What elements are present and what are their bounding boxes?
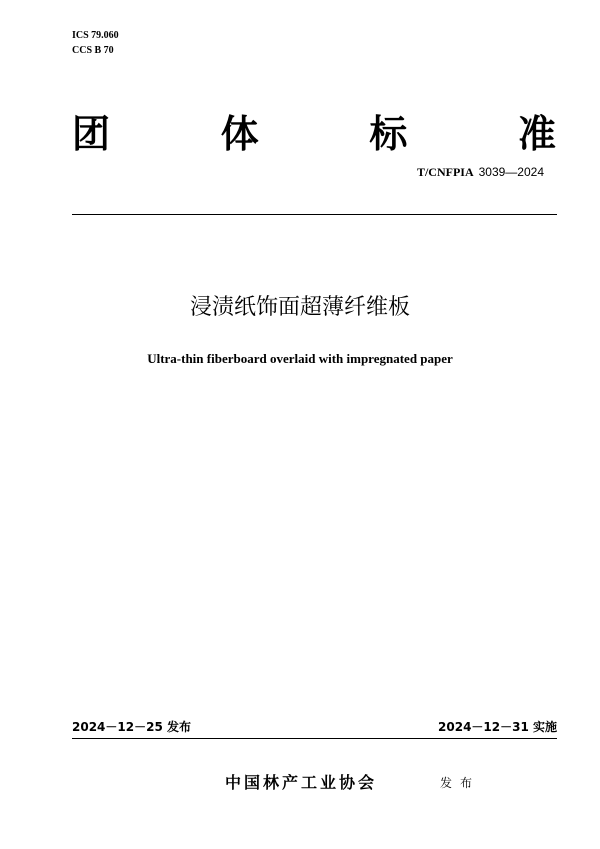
standard-type-title [72,110,556,158]
top-divider [72,214,557,215]
standard-type-char-4: 准 [517,112,556,156]
english-title: Ultra-thin fiberboard overlaid with impregnated paper [147,351,453,366]
ics-code: ICS 79.060 [72,30,119,41]
bottom-divider [72,738,557,739]
publish-label: 发布 [440,776,481,790]
standard-type-char-3: 标 [369,112,408,156]
standard-number-value: 3039—2024 [478,165,544,179]
publisher-name: 中国林产工业协会 [225,773,378,792]
standard-type-char-1: 团 [72,112,111,156]
chinese-title: 浸渍纸饰面超薄纤维板 [189,295,410,320]
implement-date: 2024－12－31 实施 [438,720,557,734]
standard-number-prefix: T/CNFPIA [416,165,474,179]
standard-number [417,164,544,180]
standard-type-char-2: 体 [220,112,259,156]
ccs-code: CCS B 70 [72,45,114,56]
publish-date: 2024－12－25 发布 [72,720,191,734]
